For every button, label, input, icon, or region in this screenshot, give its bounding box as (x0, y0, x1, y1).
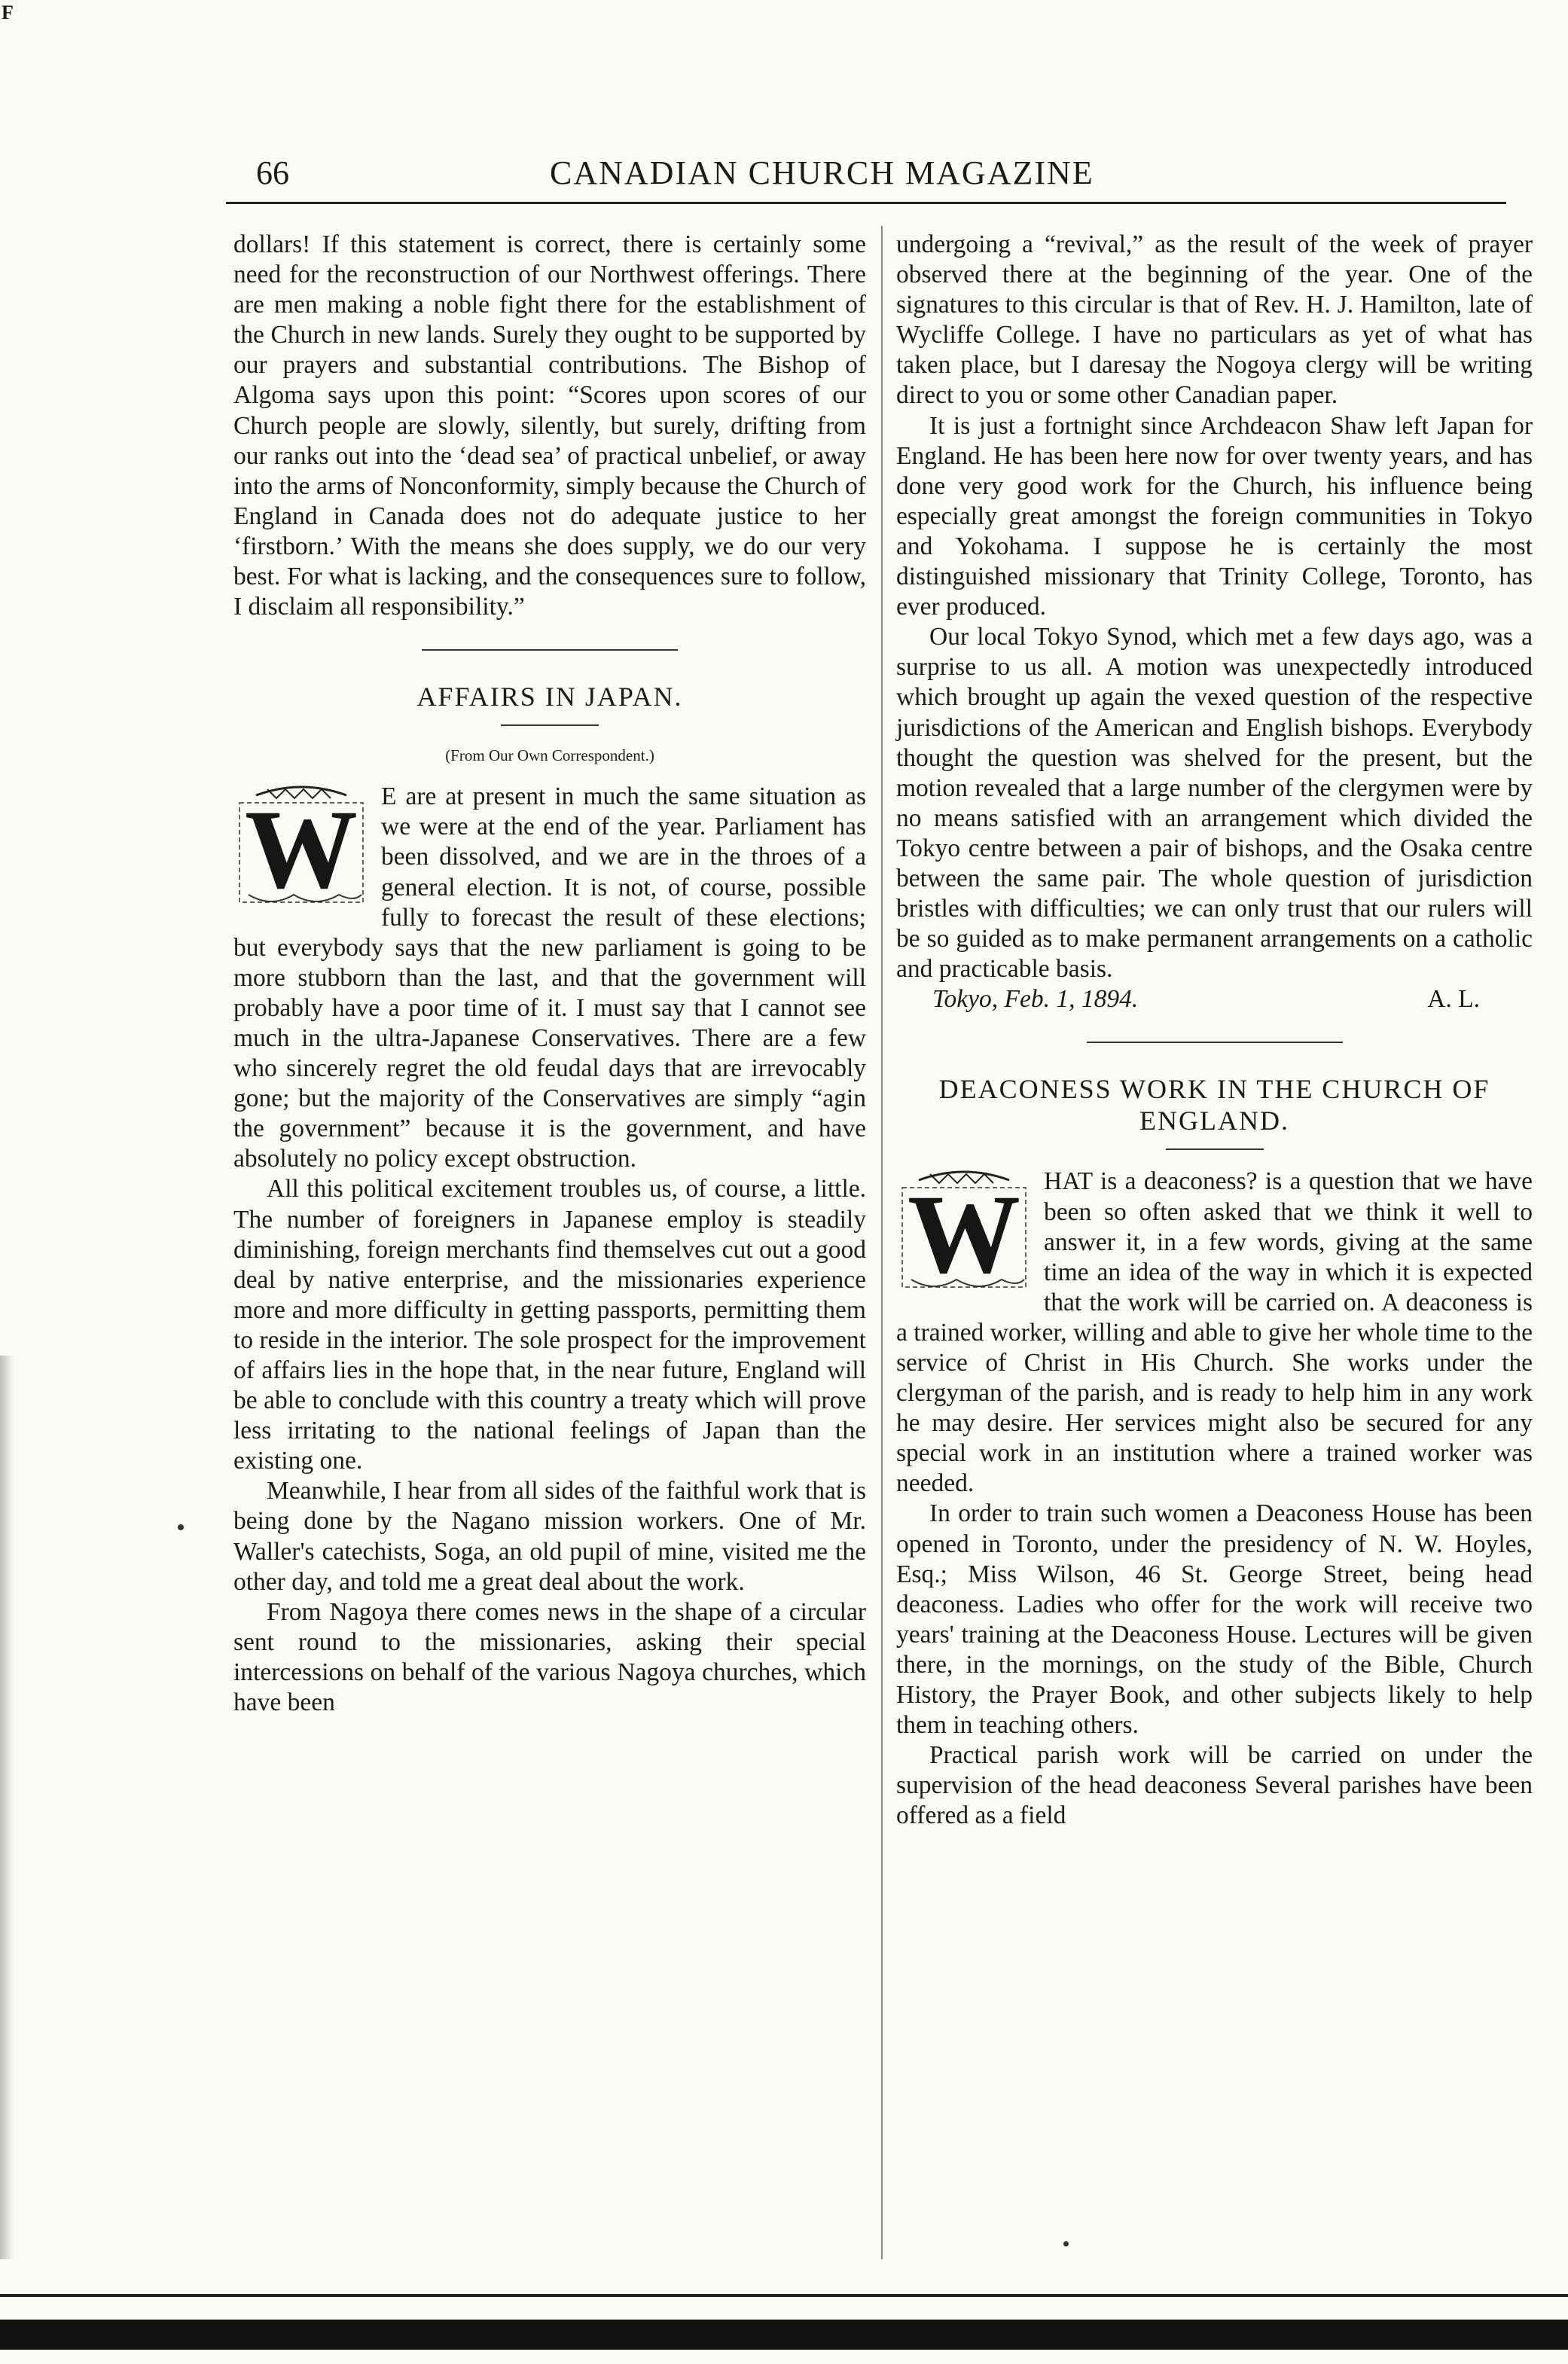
ornamental-dropcap-w (896, 1167, 1032, 1295)
ornamental-dropcap-w (233, 782, 369, 910)
magazine-title: CANADIAN CHURCH MAGAZINE (550, 154, 1094, 191)
bottom-rule (0, 2294, 1568, 2297)
dropcap-ornament (233, 782, 369, 910)
ink-speck (178, 1524, 184, 1530)
japan-continued-paragraph: Our local Tokyo Synod, which met a few days ago, was a surprise to us all. A motion was unexpectedly introduced which brought up again the vexed question of the respective jurisdictions of the American and English bishops. Everybody thought the question was shelved for the present, but the motion revealed that a large number of the clergymen were by no means satisfied with an arrangement which divided the Tokyo centre between a pair of bishops, and the Osaka centre between the same pair. The whole question of jurisdiction bristles with difficulties; we can only trust that our rulers will be so guided as to make permanent arrangements on a catholic and practicable basis. (896, 623, 1533, 984)
japan-continued-paragraph: undergoing a “revival,” as the result of the week of prayer observed there at the beginning of the year. One of the signatures to this circular is that of Rev. H. J. Hamilton, late of Wycliffe College. I have no particulars as yet of what has taken place, but I daresay the Nogoya clergy will be writing direct to you or some other Canadian paper. (896, 230, 1533, 410)
title-underline (501, 724, 599, 726)
intro-paragraph: dollars! If this statement is correct, there is certainly some need for the reconstruction of our Northwest offerings. There are men making a noble fight there for the establishment of the Church in new lands. Surely they ought to be supported by our prayers and substantial contributions. The Bishop of Algoma says upon this point: “Scores upon scores of our Church people are slowly, silently, but surely, drifting from our ranks out into the ‘dead sea’ of practical unbelief, or away into the arms of Nonconformity, simply because the Church of England in Canada does not do adequate justice to her ‘firstborn.’ With the means she does supply, we do our very best. For what is lacking, and the consequences sure to follow, I disclaim all responsibility.” (233, 230, 866, 621)
dateline-signature: A. L. (1427, 985, 1480, 1014)
japan-paragraph: From Nagoya there comes news in the shape of a circular sent round to the missionaries, asking their special intercessions on behalf of the various Nagoya churches, which have been (233, 1597, 866, 1717)
scan-bottom-edge (0, 2267, 1568, 2364)
deaconess-paragraph: In order to train such women a Deaconess House has been opened in Toronto, under the presidency of N. W. Hoyles, Esq.; Miss Wilson, 46 St. George Street, being head deaconess. Ladies who offer for the work will receive two years' training at the Deaconess House. Lectures will be given there, in the mornings, on the study of the Bible, Church History, the Prayer Book, and other subjects likely to help them in teaching others. (896, 1499, 1533, 1740)
corner-mark: F (2, 2, 14, 23)
dateline-place-date: Tokyo, Feb. 1, 1894. (932, 985, 1139, 1014)
title-underline (1166, 1148, 1264, 1150)
japan-paragraph: All this political excitement troubles us, of course, a little. The number of foreigners in Japanese employ is steadily diminishing, foreign merchants find themselves cut out a good deal by native enterprise, and the missionaries experience more and more difficulty in getting passports, permitting them to reside in the interior. The sole prospect for the improvement of affairs lies in the hope that, in the near future, England will be able to conclude with this country a treaty which will prove less irritating to the national feelings of Japan than the existing one. (233, 1175, 866, 1475)
japan-first-paragraph: E are at present in much the same situation as we were at the end of the year. Parliament has been dissolved, and we are in the throes of a general election. It is not, of course, possible fully to forecast the result of these elections; but everybody says that the new parliament is going to be more stubborn than the last, and that the government will probably have a poor time of it. I must say that I cannot see much in the ultra-Japanese Conservatives. There are a few who sincerely regret the old feudal days that are irrevocably gone; but the majority of the Conservatives are simply “agin the government” because it is the government, and have absolutely no policy except obstruction. (233, 782, 866, 1173)
column-divider (881, 226, 883, 2259)
scan-edge-shadow (0, 1356, 14, 2259)
page-number: 66 (256, 154, 289, 191)
page-header (226, 151, 1506, 196)
section-divider (422, 649, 678, 651)
section-divider (1087, 1042, 1343, 1043)
japan-continued-paragraph: It is just a fortnight since Archdeacon Shaw left Japan for England. He has been here now for over twenty years, and has done very good work for the Church, his influence being especially great amongst the foreign communities in Tokyo and Yokohama. I suppose he is certainly the most distinguished missionary that Trinity College, Toronto, has ever produced. (896, 411, 1533, 621)
dropcap-ornament (896, 1167, 1032, 1295)
deaconess-paragraph: Practical parish work will be carried on under the supervision of the head deaconess Several parishes have been offered as a field (896, 1741, 1533, 1830)
deaconess-first-paragraph: HAT is a deaconess? is a question that we have been so often asked that we think it well to answer it, in a few words, giving at the same time an idea of the way in which it is expected that the work will be carried on. A deaconess is a trained worker, willing and able to give her whole time to the service of Christ in His Church. She works under the clergyman of the parish, and is ready to help him in any work he may desire. Her services might also be secured for any special work in an institution where a trained worker was needed. (896, 1167, 1533, 1498)
left-column (233, 230, 866, 1718)
bottom-dark-band (0, 2320, 1568, 2350)
deaconess-article-title: DEACONESS WORK IN THE CHURCH OF ENGLAND. (938, 1074, 1490, 1136)
japan-byline: (From Our Own Correspondent.) (445, 746, 654, 765)
japan-article-title: AFFAIRS IN JAPAN. (416, 682, 683, 712)
japan-paragraph: Meanwhile, I hear from all sides of the faithful work that is being done by the Nagano mission workers. One of Mr. Waller's catechists, Soga, an old pupil of mine, visited me the other day, and told me a great deal about the work. (233, 1477, 866, 1596)
right-column (896, 230, 1533, 1832)
ink-speck (1063, 2241, 1069, 2247)
dropcap-letter: W (245, 787, 358, 911)
header-rule (226, 202, 1506, 204)
dropcap-letter: W (908, 1172, 1020, 1295)
dateline (896, 984, 1533, 1014)
